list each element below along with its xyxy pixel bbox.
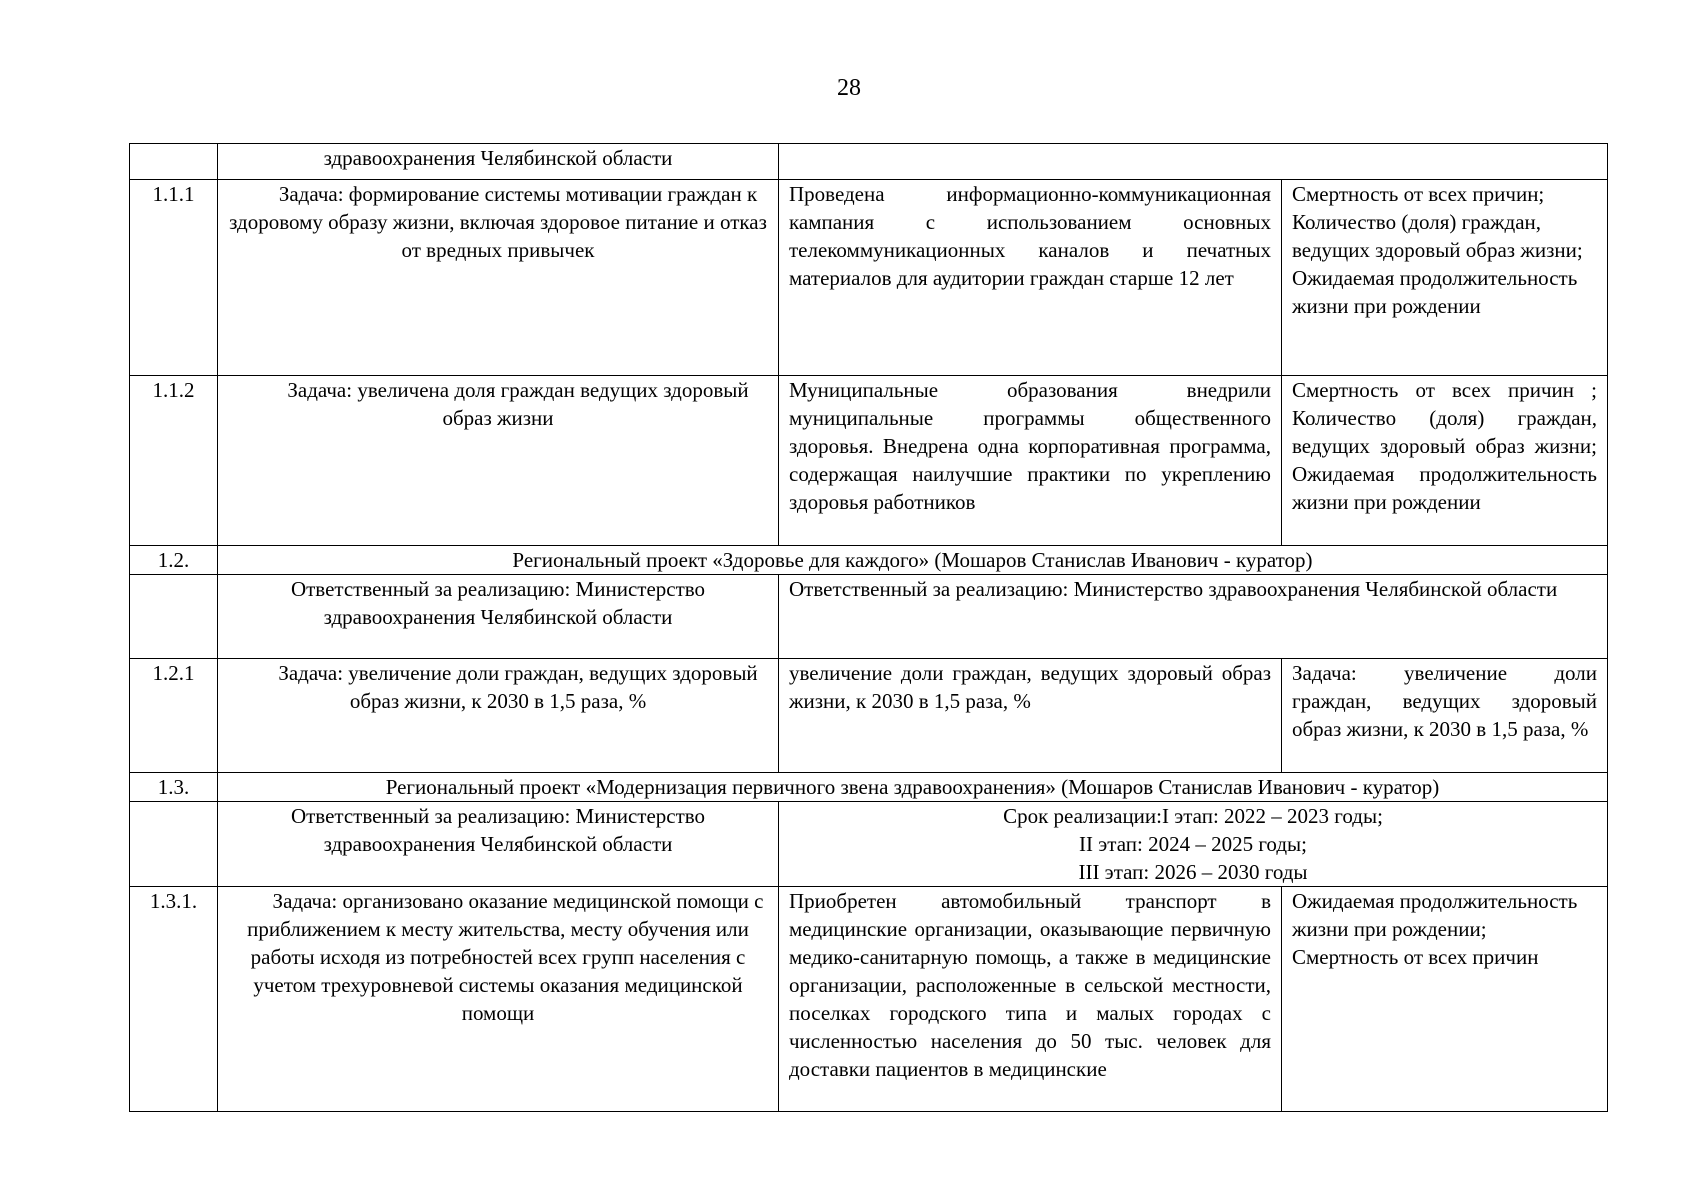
responsible-left-cell: Ответственный за реализацию: Министерство здравоохранения Челябинской области — [218, 575, 779, 659]
timeline-stage-2: II этап: 2024 – 2025 годы; — [1079, 832, 1307, 856]
table-row — [130, 659, 1608, 773]
result-cell: увеличение доли граждан, ведущих здоровый образ жизни, к 2030 в 1,5 раза, % — [779, 659, 1282, 773]
responsible-row — [130, 802, 1608, 887]
table-row — [130, 887, 1608, 1112]
task-cell — [218, 180, 779, 376]
task-cell: здравоохранения Челябинской области — [218, 144, 779, 180]
project-row — [130, 773, 1608, 802]
result-cell: Муниципальные образования внедрили муниципальные программы общественного здоровья. Внедрена одна корпоративная программа, содержащая наилучшие практики по укреплению здоровья работников — [779, 376, 1282, 546]
row-number-cell: 1.1.1 — [130, 180, 218, 376]
timeline-stage-1: Срок реализации:I этап: 2022 – 2023 годы; — [1003, 804, 1383, 828]
program-table — [129, 143, 1608, 1112]
project-row — [130, 546, 1608, 575]
responsible-right-cell: Ответственный за реализацию: Министерство здравоохранения Челябинской области — [779, 575, 1608, 659]
project-title-cell: Региональный проект «Модернизация первичного звена здравоохранения» (Мошаров Станислав Иванович - куратор) — [218, 773, 1608, 802]
timeline-cell — [779, 802, 1608, 887]
indicators-cell: Ожидаемая продолжительность жизни при рождении; Смертность от всех причин — [1282, 887, 1608, 1112]
empty-cell — [779, 144, 1608, 180]
row-number-cell: 1.1.2 — [130, 376, 218, 546]
row-number-cell — [130, 802, 218, 887]
task-text: Задача: увеличена доля граждан ведущих здоровый образ жизни — [287, 378, 749, 430]
row-number-cell: 1.2.1 — [130, 659, 218, 773]
table-row — [130, 180, 1608, 376]
responsible-row — [130, 575, 1608, 659]
indicators-cell: Задача: увеличение доли граждан, ведущих здоровый образ жизни, к 2030 в 1,5 раза, % — [1282, 659, 1608, 773]
task-text: Задача: увеличение доли граждан, ведущих здоровый образ жизни, к 2030 в 1,5 раза, % — [278, 661, 758, 713]
timeline-stage-3: III этап: 2026 – 2030 годы — [1078, 860, 1308, 884]
indicators-cell: Смертность от всех причин; Количество (доля) граждан, ведущих здоровый образ жизни; Ожидаемая продолжительность жизни при рождении — [1282, 180, 1608, 376]
row-number-cell: 1.3. — [130, 773, 218, 802]
row-number-cell: 1.2. — [130, 546, 218, 575]
task-cell — [218, 887, 779, 1112]
table-row — [130, 376, 1608, 546]
indicators-cell: Смертность от всех причин ; Количество (доля) граждан, ведущих здоровый образ жизни; Ожидаемая продолжительность жизни при рождении — [1282, 376, 1608, 546]
task-text: Задача: организовано оказание медицинской помощи с приближением к месту жительства, месту обучения или работы исходя из потребностей всех групп населения с учетом трехуровневой системы оказания медицинской помощи — [247, 889, 764, 1025]
task-cell — [218, 659, 779, 773]
page-number: 28 — [837, 75, 861, 101]
result-cell: Приобретен автомобильный транспорт в медицинские организации, оказывающие первичную медико-санитарную помощь, а также в медицинские организации, расположенные в сельской местности, поселках городского типа и малых городах с численностью населения до 50 тыс. человек для доставки пациентов в медицинские — [779, 887, 1282, 1112]
row-number-cell — [130, 575, 218, 659]
task-cell — [218, 376, 779, 546]
table-row — [130, 144, 1608, 180]
result-cell: Проведена информационно-коммуникационная кампания с использованием основных телекоммуникационных каналов и печатных материалов для аудитории граждан старше 12 лет — [779, 180, 1282, 376]
row-number-cell — [130, 144, 218, 180]
row-number-cell: 1.3.1. — [130, 887, 218, 1112]
responsible-left-cell: Ответственный за реализацию: Министерство здравоохранения Челябинской области — [218, 802, 779, 887]
project-title-cell: Региональный проект «Здоровье для каждого» (Мошаров Станислав Иванович - куратор) — [218, 546, 1608, 575]
task-text: Задача: формирование системы мотивации граждан к здоровому образу жизни, включая здоровое питание и отказ от вредных привычек — [229, 182, 767, 262]
